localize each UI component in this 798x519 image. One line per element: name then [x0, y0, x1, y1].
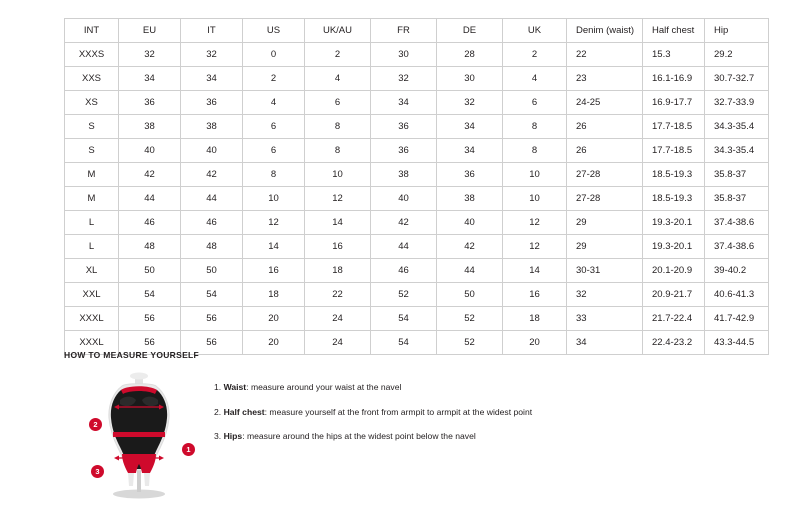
table-cell: 10 — [503, 163, 567, 187]
table-cell: XXXL — [65, 307, 119, 331]
column-header: EU — [119, 19, 181, 43]
table-row — [65, 115, 769, 139]
table-cell: 36 — [181, 91, 243, 115]
table-row — [65, 91, 769, 115]
table-cell: 32 — [567, 283, 643, 307]
table-cell: 50 — [119, 259, 181, 283]
table-cell: 8 — [243, 163, 305, 187]
table-cell: 34 — [567, 331, 643, 355]
table-cell: XXXS — [65, 43, 119, 67]
table-cell: 46 — [119, 211, 181, 235]
table-cell: 18 — [243, 283, 305, 307]
table-cell: 54 — [181, 283, 243, 307]
table-header-row — [65, 19, 769, 43]
table-cell: 2 — [503, 43, 567, 67]
table-cell: 20.9-21.7 — [643, 283, 705, 307]
table-cell: 48 — [181, 235, 243, 259]
table-row — [65, 163, 769, 187]
table-cell: 4 — [503, 67, 567, 91]
table-cell: 54 — [119, 283, 181, 307]
table-cell: 24 — [305, 331, 371, 355]
table-cell: 18 — [305, 259, 371, 283]
table-cell: 36 — [437, 163, 503, 187]
table-cell: 56 — [181, 307, 243, 331]
table-row — [65, 235, 769, 259]
table-cell: 8 — [503, 139, 567, 163]
table-cell: 4 — [305, 67, 371, 91]
table-cell: 34 — [437, 115, 503, 139]
table-cell: 29 — [567, 235, 643, 259]
table-cell: 30 — [371, 43, 437, 67]
table-cell: 35.8-37 — [705, 187, 769, 211]
how-to-measure-section — [64, 350, 734, 500]
table-cell: 40.6-41.3 — [705, 283, 769, 307]
table-cell: 10 — [503, 187, 567, 211]
table-cell: 44 — [371, 235, 437, 259]
table-cell: 56 — [119, 307, 181, 331]
measure-note-text: : measure around the hips at the widest point below the navel — [242, 431, 476, 442]
table-cell: 12 — [503, 211, 567, 235]
table-row — [65, 43, 769, 67]
table-cell: 22 — [567, 43, 643, 67]
table-cell: 33 — [567, 307, 643, 331]
table-cell: 29 — [567, 211, 643, 235]
table-cell: 48 — [119, 235, 181, 259]
table-cell: 27-28 — [567, 187, 643, 211]
table-cell: 12 — [503, 235, 567, 259]
measure-marker-3: 3 — [91, 465, 104, 478]
table-cell: 52 — [437, 307, 503, 331]
table-cell: 34 — [371, 91, 437, 115]
measure-note-term: Hips — [223, 431, 243, 442]
table-cell: 38 — [119, 115, 181, 139]
measure-notes-list — [214, 370, 734, 456]
table-cell: 42 — [119, 163, 181, 187]
table-cell: 34 — [181, 67, 243, 91]
table-cell: 32 — [181, 43, 243, 67]
table-cell: 28 — [437, 43, 503, 67]
table-cell: 6 — [243, 115, 305, 139]
table-cell: 34.3-35.4 — [705, 139, 769, 163]
table-cell: 17.7-18.5 — [643, 139, 705, 163]
table-cell: L — [65, 235, 119, 259]
table-cell: 40 — [371, 187, 437, 211]
table-cell: XS — [65, 91, 119, 115]
table-cell: 21.7-22.4 — [643, 307, 705, 331]
measure-note-number: 2. — [214, 406, 222, 417]
column-header: Hip — [705, 19, 769, 43]
size-chart-container — [64, 18, 755, 355]
table-cell: 18 — [503, 307, 567, 331]
table-cell: 44 — [119, 187, 181, 211]
table-cell: 32.7-33.9 — [705, 91, 769, 115]
table-cell: 22 — [305, 283, 371, 307]
table-cell: 16 — [305, 235, 371, 259]
table-cell: 2 — [243, 67, 305, 91]
table-cell: 35.8-37 — [705, 163, 769, 187]
table-cell: 38 — [437, 187, 503, 211]
table-cell: 34.3-35.4 — [705, 115, 769, 139]
table-cell: 6 — [503, 91, 567, 115]
table-cell: 56 — [119, 331, 181, 355]
table-cell: 29.2 — [705, 43, 769, 67]
measure-note-number: 1. — [214, 382, 222, 392]
measure-note-number: 3. — [214, 431, 222, 442]
column-header: FR — [371, 19, 437, 43]
table-cell: 14 — [503, 259, 567, 283]
table-cell: 20 — [243, 331, 305, 355]
table-cell: 12 — [243, 211, 305, 235]
column-header: Denim (waist) — [567, 19, 643, 43]
column-header: UK/AU — [305, 19, 371, 43]
table-row — [65, 259, 769, 283]
mannequin-figure — [64, 370, 214, 500]
table-cell: XXL — [65, 283, 119, 307]
measure-note — [214, 382, 734, 394]
table-cell: 39-40.2 — [705, 259, 769, 283]
table-cell: 10 — [243, 187, 305, 211]
table-cell: 18.5-19.3 — [643, 163, 705, 187]
column-header: DE — [437, 19, 503, 43]
measure-note-text: : measure around your waist at the navel — [246, 382, 402, 392]
table-row — [65, 211, 769, 235]
measure-note-term: Waist — [223, 382, 247, 392]
table-cell: 20 — [503, 331, 567, 355]
column-header: IT — [181, 19, 243, 43]
mannequin-illustration — [64, 370, 214, 500]
table-cell: 0 — [243, 43, 305, 67]
table-cell: 14 — [305, 211, 371, 235]
column-header: INT — [65, 19, 119, 43]
table-cell: M — [65, 187, 119, 211]
table-cell: 6 — [243, 139, 305, 163]
table-row — [65, 307, 769, 331]
how-to-measure-body — [64, 370, 734, 500]
table-cell: 44 — [437, 259, 503, 283]
table-cell: 8 — [503, 115, 567, 139]
table-cell: 8 — [305, 115, 371, 139]
table-row — [65, 139, 769, 163]
table-cell: 15.3 — [643, 43, 705, 67]
table-cell: 56 — [181, 331, 243, 355]
table-cell: 20.1-20.9 — [643, 259, 705, 283]
table-cell: 32 — [437, 91, 503, 115]
table-cell: 52 — [437, 331, 503, 355]
table-cell: 30-31 — [567, 259, 643, 283]
table-cell: 42 — [371, 211, 437, 235]
table-cell: 8 — [305, 139, 371, 163]
table-cell: 16.1-16.9 — [643, 67, 705, 91]
table-cell: 37.4-38.6 — [705, 211, 769, 235]
table-cell: 4 — [243, 91, 305, 115]
table-cell: 16.9-17.7 — [643, 91, 705, 115]
table-cell: 2 — [305, 43, 371, 67]
table-cell: 26 — [567, 139, 643, 163]
table-cell: 19.3-20.1 — [643, 211, 705, 235]
column-header: Half chest — [643, 19, 705, 43]
table-cell: 19.3-20.1 — [643, 235, 705, 259]
table-cell: 10 — [305, 163, 371, 187]
measure-note-text: : measure yourself at the front from armpit to armpit at the widest point — [264, 406, 533, 417]
table-cell: 14 — [243, 235, 305, 259]
table-cell: M — [65, 163, 119, 187]
table-cell: 41.7-42.9 — [705, 307, 769, 331]
table-cell: 40 — [119, 139, 181, 163]
table-cell: 12 — [305, 187, 371, 211]
table-cell: 23 — [567, 67, 643, 91]
table-cell: 6 — [305, 91, 371, 115]
table-cell: 38 — [181, 115, 243, 139]
table-cell: 32 — [119, 43, 181, 67]
how-to-measure-title: HOW TO MEASURE YOURSELF — [64, 350, 200, 360]
table-cell: 18.5-19.3 — [643, 187, 705, 211]
table-cell: S — [65, 115, 119, 139]
table-cell: 30.7-32.7 — [705, 67, 769, 91]
measure-note — [214, 407, 734, 419]
table-cell: 46 — [371, 259, 437, 283]
table-cell: XXXL — [65, 331, 119, 355]
table-cell: 26 — [567, 115, 643, 139]
table-row — [65, 67, 769, 91]
table-cell: 30 — [437, 67, 503, 91]
measure-note-term: Half chest — [223, 406, 265, 417]
table-cell: 24 — [305, 307, 371, 331]
table-cell: 42 — [181, 163, 243, 187]
table-cell: 36 — [119, 91, 181, 115]
measure-note — [214, 431, 734, 443]
table-row — [65, 187, 769, 211]
measure-marker-1: 1 — [182, 443, 195, 456]
table-row — [65, 283, 769, 307]
table-cell: 43.3-44.5 — [705, 331, 769, 355]
table-cell: 16 — [503, 283, 567, 307]
table-cell: 50 — [181, 259, 243, 283]
table-cell: 38 — [371, 163, 437, 187]
column-header: UK — [503, 19, 567, 43]
table-cell: S — [65, 139, 119, 163]
table-cell: 52 — [371, 283, 437, 307]
table-cell: 27-28 — [567, 163, 643, 187]
table-cell: 50 — [437, 283, 503, 307]
table-cell: 32 — [371, 67, 437, 91]
table-cell: 54 — [371, 307, 437, 331]
table-cell: L — [65, 211, 119, 235]
table-cell: XXS — [65, 67, 119, 91]
column-header: US — [243, 19, 305, 43]
table-cell: 42 — [437, 235, 503, 259]
table-cell: 16 — [243, 259, 305, 283]
table-cell: 22.4-23.2 — [643, 331, 705, 355]
table-cell: XL — [65, 259, 119, 283]
table-cell: 54 — [371, 331, 437, 355]
size-chart-table — [64, 18, 769, 355]
table-cell: 36 — [371, 115, 437, 139]
table-cell: 34 — [437, 139, 503, 163]
table-cell: 40 — [181, 139, 243, 163]
table-cell: 34 — [119, 67, 181, 91]
table-cell: 40 — [437, 211, 503, 235]
table-cell: 37.4-38.6 — [705, 235, 769, 259]
table-cell: 20 — [243, 307, 305, 331]
table-cell: 17.7-18.5 — [643, 115, 705, 139]
table-cell: 36 — [371, 139, 437, 163]
table-cell: 46 — [181, 211, 243, 235]
table-cell: 44 — [181, 187, 243, 211]
measure-marker-2: 2 — [89, 418, 102, 431]
table-cell: 24-25 — [567, 91, 643, 115]
